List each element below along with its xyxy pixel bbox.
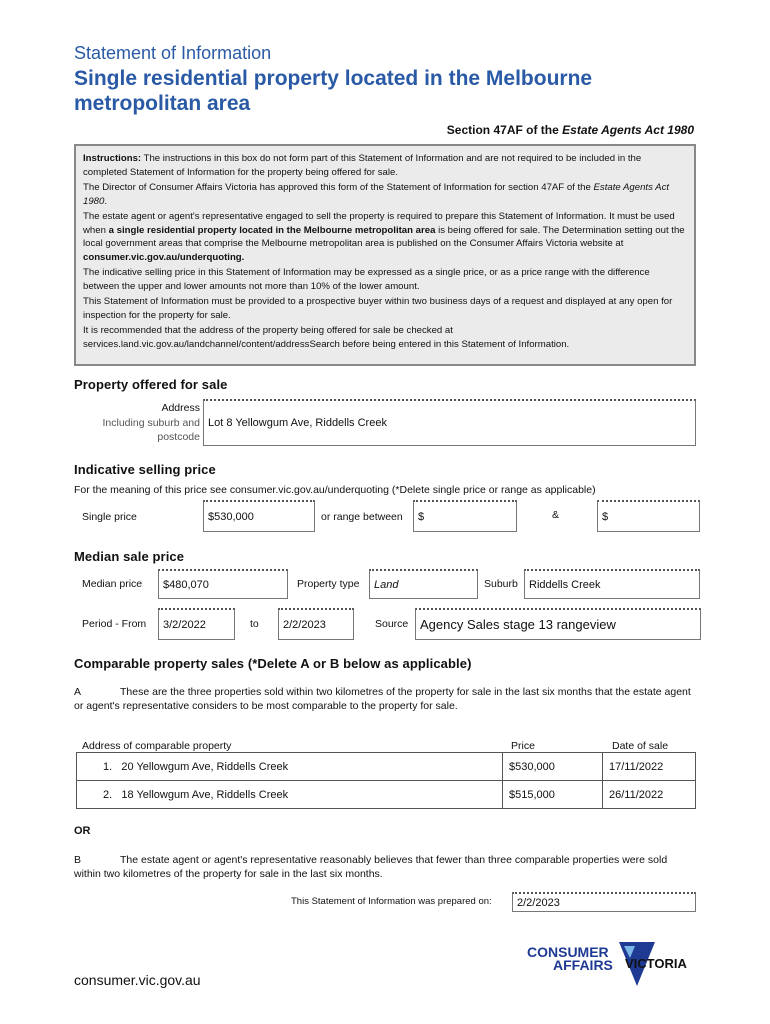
instructions-label: Instructions: (83, 153, 142, 164)
instructions-text-2b: Estate Agents Act 1980 (83, 182, 670, 207)
median-price-field[interactable]: $480,070 (158, 569, 288, 599)
property-type-field[interactable]: Land (369, 569, 478, 599)
instructions-text-3a: The estate agent or agent's representative engaged to sell the property is required to prepare this Statement of Information. It must be used when (83, 211, 675, 236)
col-date-header: Date of sale (612, 740, 669, 752)
table-row (77, 753, 696, 781)
range-label: or range between (321, 511, 403, 523)
col-price-header: Price (511, 740, 535, 752)
section-act: Estate Agents Act 1980 (562, 123, 694, 137)
range-ampersand: & (552, 509, 560, 521)
comparable-address-cell[interactable] (77, 781, 503, 809)
option-a-letter: A (74, 686, 82, 698)
col-address-header: Address of comparable property (82, 740, 232, 752)
median-heading: Median sale price (74, 549, 185, 564)
suburb-label: Suburb (484, 578, 518, 590)
indicative-heading: Indicative selling price (74, 462, 216, 477)
instructions-para-3 (83, 210, 687, 264)
option-b-text: The estate agent or agent's representative reasonably believes that fewer than three comparable properties were sold within two kilometres of the property for sale in the last six months. (74, 854, 668, 880)
row-number: 2. (103, 788, 113, 801)
instructions-para-4: The indicative selling price in this Statement of Information may be expressed as a single price, or as a price range with the difference between the upper and lower amounts not more than 10% of the lower amount. (83, 267, 650, 292)
instructions-text-3b: a single residential property located in the Melbourne metropolitan area (108, 224, 436, 236)
prepared-label: This Statement of Information was prepared on: (291, 896, 492, 907)
address-sublabel-1: Including suburb and (102, 416, 200, 429)
section-reference (447, 123, 694, 137)
address-label: Address (161, 402, 200, 414)
comparable-date-cell[interactable]: 17/11/2022 (603, 753, 696, 781)
document-title: Single residential property located in the Melbourne metropolitan area (74, 67, 593, 115)
footer-url[interactable]: consumer.vic.gov.au (74, 972, 201, 988)
instructions-para-5: This Statement of Information must be provided to a prospective buyer within two business days of a request and displayed at any open for inspection for the property for sale. (83, 296, 673, 321)
instructions-text-1: The instructions in this box do not form part of this Statement of Information and are not required to be included in the completed Statement of Information for the property being offered for sale. (83, 153, 642, 178)
period-to-label: to (250, 618, 259, 630)
median-price-label: Median price (82, 578, 143, 590)
single-price-field[interactable]: $530,000 (203, 500, 315, 532)
instructions-para-6: It is recommended that the address of the property being offered for sale be checked at services.land.vic.gov.au/landchannel/content/addressSearch before being entered in this Statement of Information. (83, 325, 570, 350)
period-from-field[interactable]: 3/2/2022 (158, 608, 235, 640)
source-field[interactable]: Agency Sales stage 13 rangeview (415, 608, 701, 640)
table-row (77, 781, 696, 809)
instructions-para-1 (83, 152, 687, 179)
indicative-note: For the meaning of this price see consumer.vic.gov.au/underquoting (*Delete single price or range as applicable) (74, 484, 596, 496)
logo-affairs-text: AFFAIRS (553, 957, 613, 973)
suburb-field[interactable]: Riddells Creek (524, 569, 700, 599)
range-low-field[interactable]: $ (413, 500, 517, 532)
instructions-box (74, 144, 696, 366)
option-b-letter: B (74, 854, 82, 866)
cav-logo-graphic (527, 940, 702, 988)
single-price-label: Single price (82, 511, 137, 523)
instructions-text-2a: The Director of Consumer Affairs Victoria has approved this form of the Statement of Information for section 47AF of the (83, 182, 594, 193)
document-subtitle: Statement of Information (74, 43, 272, 63)
consumer-affairs-victoria-logo (527, 940, 702, 988)
comparable-date-cell[interactable]: 26/11/2022 (603, 781, 696, 809)
address-sublabel-2: postcode (157, 431, 200, 443)
section-prefix: Section 47AF of the (446, 123, 563, 137)
row-address: 18 Yellowgum Ave, Riddells Creek (121, 788, 289, 801)
comparable-table (76, 752, 696, 809)
instructions-text-3d: consumer.vic.gov.au/underquoting. (83, 251, 245, 263)
logo-victoria-text: VICTORIA (625, 956, 687, 971)
comparable-price-cell[interactable]: $530,000 (503, 753, 603, 781)
prepared-date-field[interactable]: 2/2/2023 (512, 892, 696, 912)
row-number: 1. (103, 760, 113, 773)
period-from-label: Period - From (82, 618, 147, 630)
source-label: Source (375, 618, 409, 630)
comparable-address-cell[interactable] (77, 753, 503, 781)
comparable-heading: Comparable property sales (*Delete A or B below as applicable) (74, 656, 472, 671)
logo-consumer-text: CONSUMER (527, 944, 609, 960)
property-type-label: Property type (297, 578, 360, 590)
instructions-text-2c: . (104, 195, 108, 207)
range-high-field[interactable]: $ (597, 500, 700, 532)
instructions-para-2 (83, 181, 687, 208)
property-heading: Property offered for sale (74, 377, 228, 392)
option-a-text: These are the three properties sold within two kilometres of the property for sale in the last six months that the estate agent or agent's representative considers to be most comparable to the property for sale. (74, 686, 691, 712)
address-label-block (80, 401, 200, 445)
or-separator: OR (74, 825, 91, 837)
instructions-text-3c: is being offered for sale. The Determination setting out the local government areas that comprise the Melbourne metropolitan area is published on the Consumer Affairs Victoria website at (83, 224, 685, 249)
comparable-price-cell[interactable]: $515,000 (503, 781, 603, 809)
row-address: 20 Yellowgum Ave, Riddells Creek (121, 760, 289, 773)
address-field[interactable]: Lot 8 Yellowgum Ave, Riddells Creek (203, 399, 696, 446)
period-to-field[interactable]: 2/2/2023 (278, 608, 354, 640)
